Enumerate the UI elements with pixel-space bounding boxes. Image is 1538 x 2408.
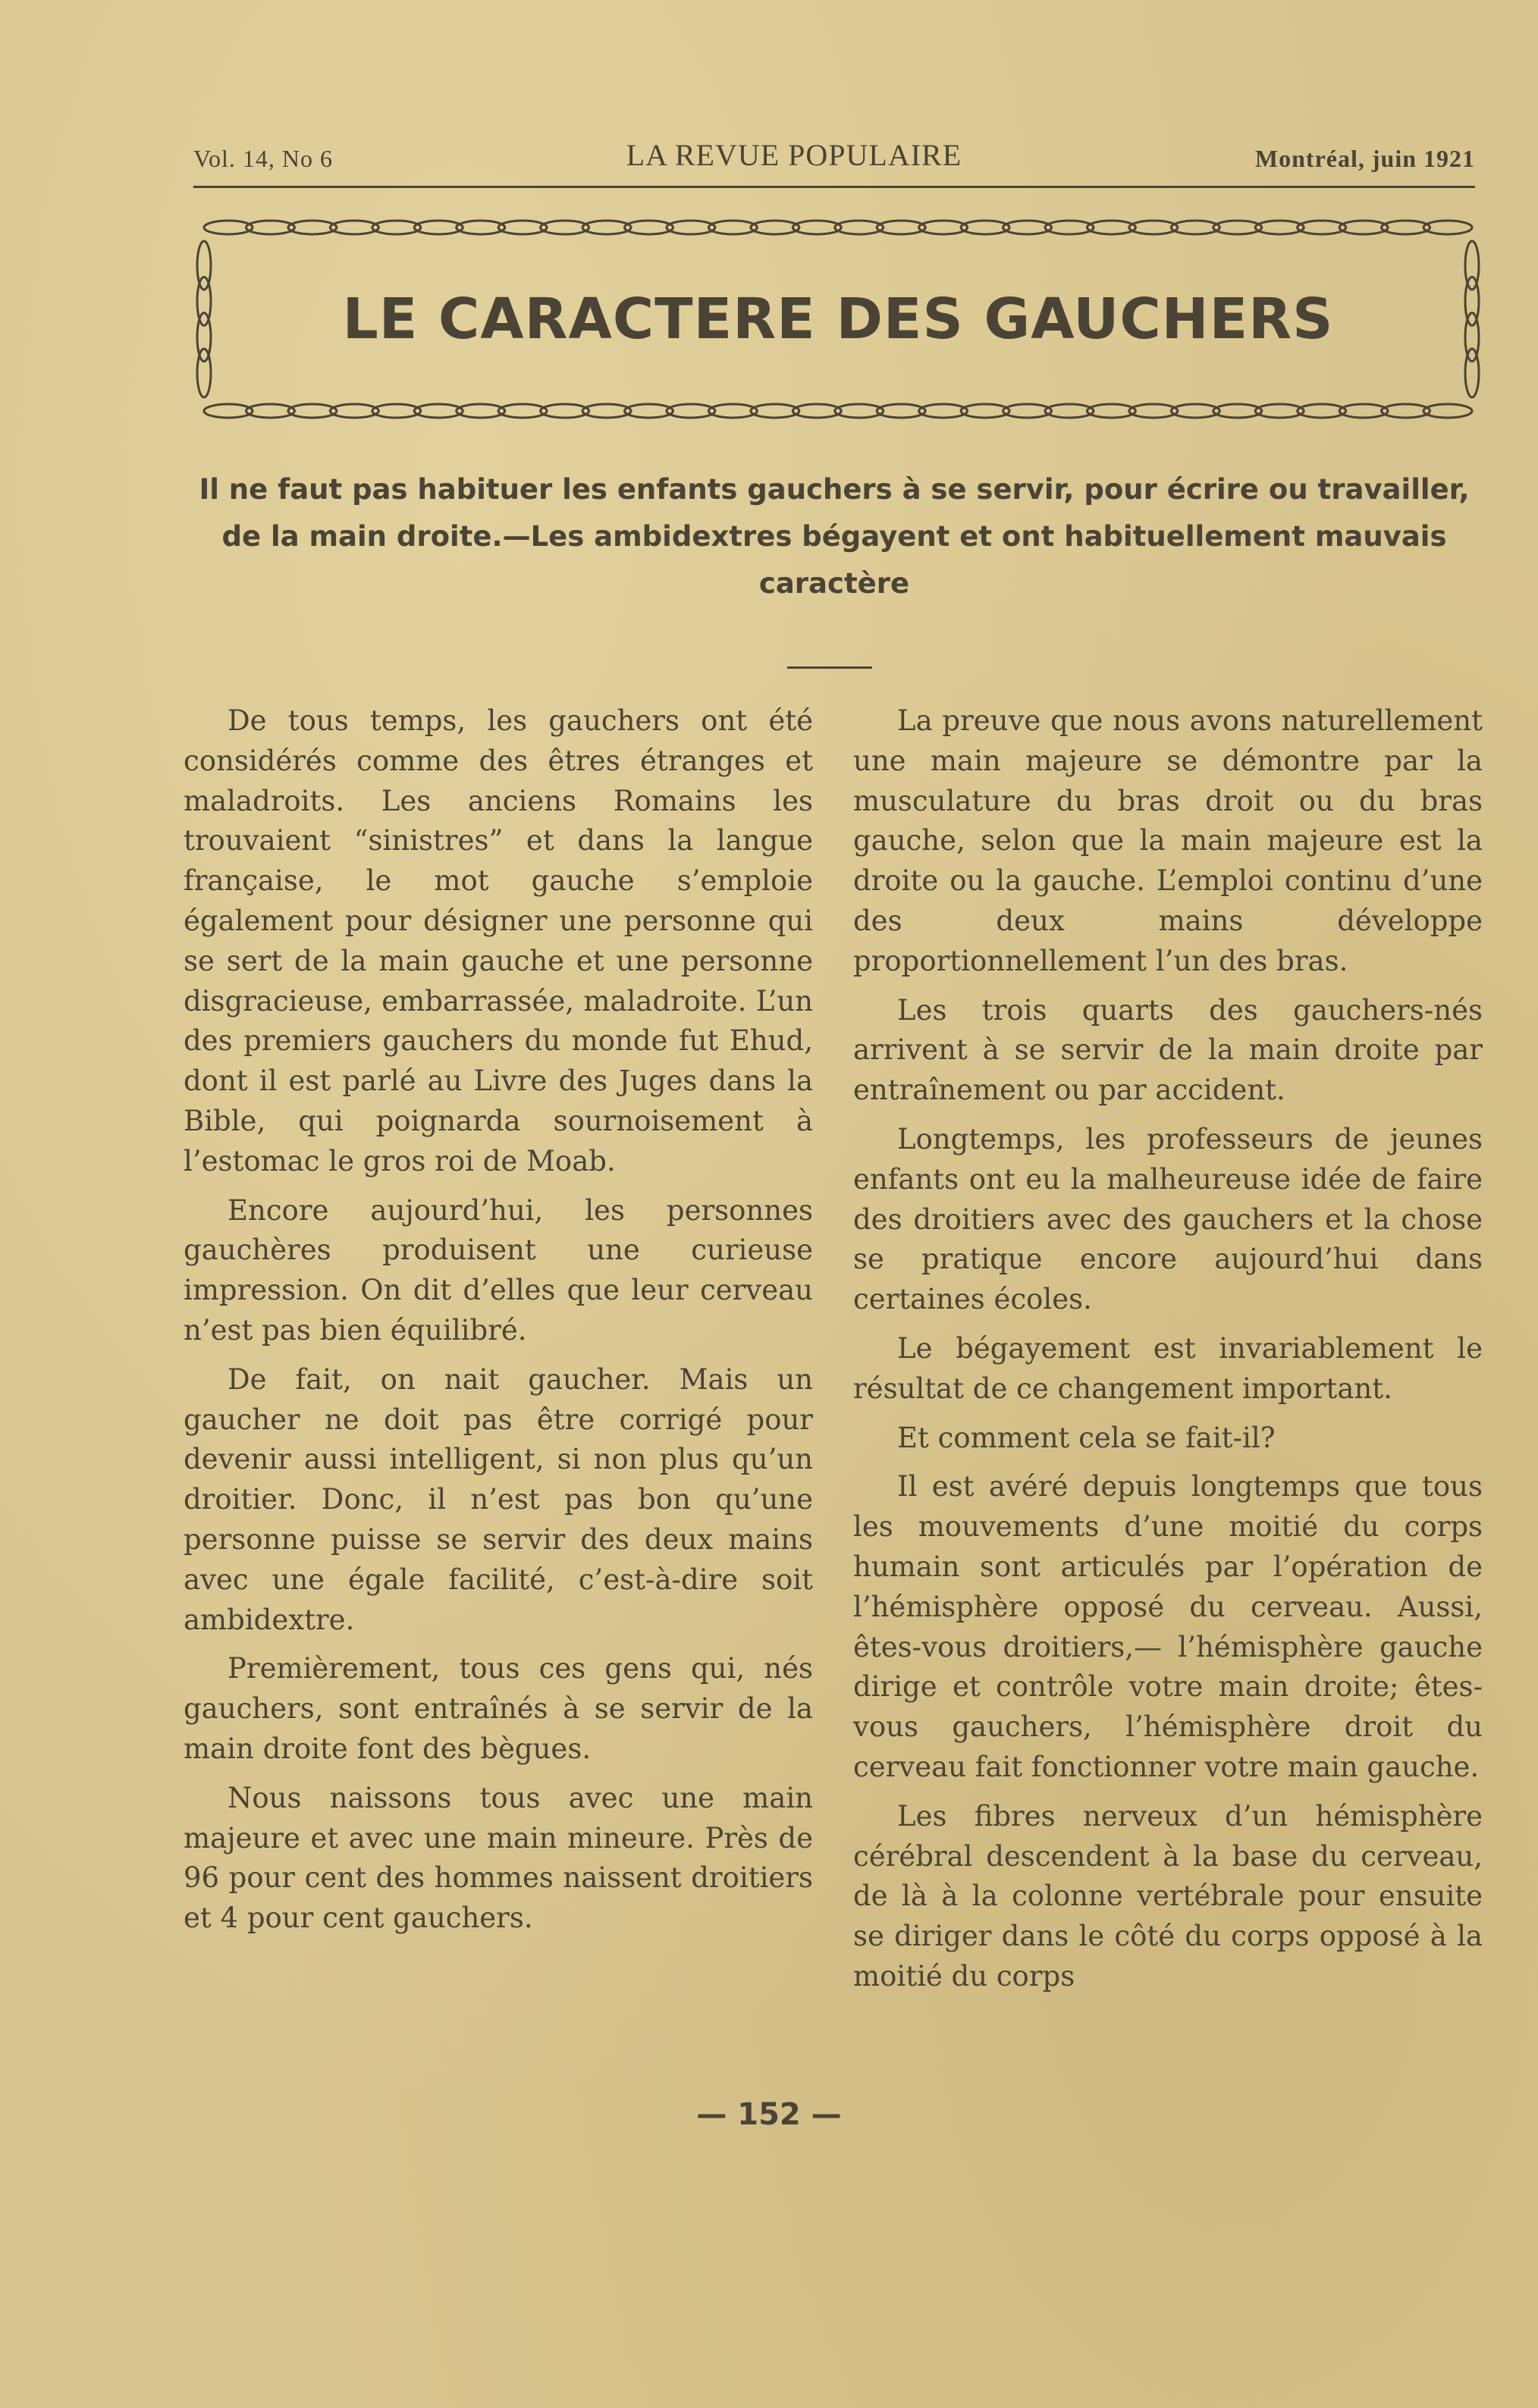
title-frame [193, 217, 1483, 422]
chain-link [1465, 349, 1479, 397]
paragraph: Les fibres nerveux d’un hémisphère cérébral descendent à la base du cerveau, de là à la colonne vertébrale pour ensuite se diriger dans le côté du corps opposé à la moitié du corps [853, 1799, 1483, 1993]
paragraph: Le bégayement est invariablement le résultat de ce changement important. [853, 1331, 1483, 1405]
paragraph: Longtemps, les professeurs de jeunes enfants ont eu la malheureuse idée de faire des droitiers avec des gauchers et la chose se pratique encore aujourd’hui dans certaines écoles. [853, 1122, 1483, 1316]
paragraph: Premièrement, tous ces gens qui, nés gauchers, sont entraînés à se servir de la main droite font des bègues. [184, 1652, 813, 1765]
paragraph: Et comment cela se fait-il? [897, 1421, 1276, 1454]
right-column [853, 701, 1483, 2006]
article-subtitle: Il ne faut pas habituer les enfants gauchers à se servir, pour écrire ou travailler, de la main droite.—Les ambidextres bégayent et ont habituellement mauvais caractère [199, 473, 1470, 600]
page-number: — 152 — [696, 2097, 842, 2132]
running-header [193, 135, 1475, 173]
volume-number: Vol. 14, No 6 [193, 145, 333, 172]
paragraph: De tous temps, les gauchers ont été considérés comme des êtres étranges et maladroits. Les anciens Romains les trouvaient “sinistres” et dans la langue française, le mot gauche s’emploie également pour désigner une personne qui se sert de la main gauche et une personne disgracieuse, embarrassée, maladroite. L’un des premiers gauchers du monde fut Ehud, dont il est parlé au Livre des Juges dans la Bible, qui poignarda sournoisement à l’estomac le gros roi de Moab. [184, 704, 813, 1177]
paragraph: De fait, on nait gaucher. Mais un gaucher ne doit pas être corrigé pour devenir aussi intelligent, si non plus qu’un droitier. Donc, il n’est pas bon qu’une personne puisse se servir des deux mains avec une égale facilité, c’est-à-dire soit ambidextre. [184, 1362, 813, 1636]
article-title: LE CARACTERE DES GAUCHERS [342, 287, 1334, 352]
journal-name: LA REVUE POPULAIRE [626, 138, 962, 172]
chain-link [197, 349, 211, 397]
paragraph: Nous naissons tous avec une main majeure et avec une main mineure. Près de 96 pour cent des hommes naissent droitiers et 4 pour cent gauchers. [184, 1781, 813, 1935]
header-rule [193, 186, 1475, 188]
section-divider [787, 666, 872, 669]
left-column [184, 701, 813, 1948]
paragraph: Les trois quarts des gauchers-nés arrivent à se servir de la main droite par entraînement ou par accident. [853, 993, 1483, 1107]
paragraph: Encore aujourd’hui, les personnes gauchères produisent une curieuse impression. On dit d’elles que leur cerveau n’est pas bien équilibré. [184, 1193, 813, 1347]
paragraph: La preuve que nous avons naturellement une main majeure se démontre par la musculature du bras droit ou du bras gauche, selon que la main majeure est la droite ou la gauche. L’emploi continu d’une des deux mains développe proportionnellement l’un des bras. [853, 704, 1483, 977]
place-date: Montréal, juin 1921 [1254, 145, 1475, 172]
paragraph: Il est avéré depuis longtemps que tous les mouvements d’une moitié du corps humain sont articulés par l’opération de l’hémisphère opposé du cerveau. Aussi, êtes-vous droitiers,— l’hémisphère gauche dirige et contrôle votre main droite; êtes-vous gauchers, l’hémisphère droit du cerveau fait fonctionner votre main gauche. [853, 1470, 1483, 1783]
